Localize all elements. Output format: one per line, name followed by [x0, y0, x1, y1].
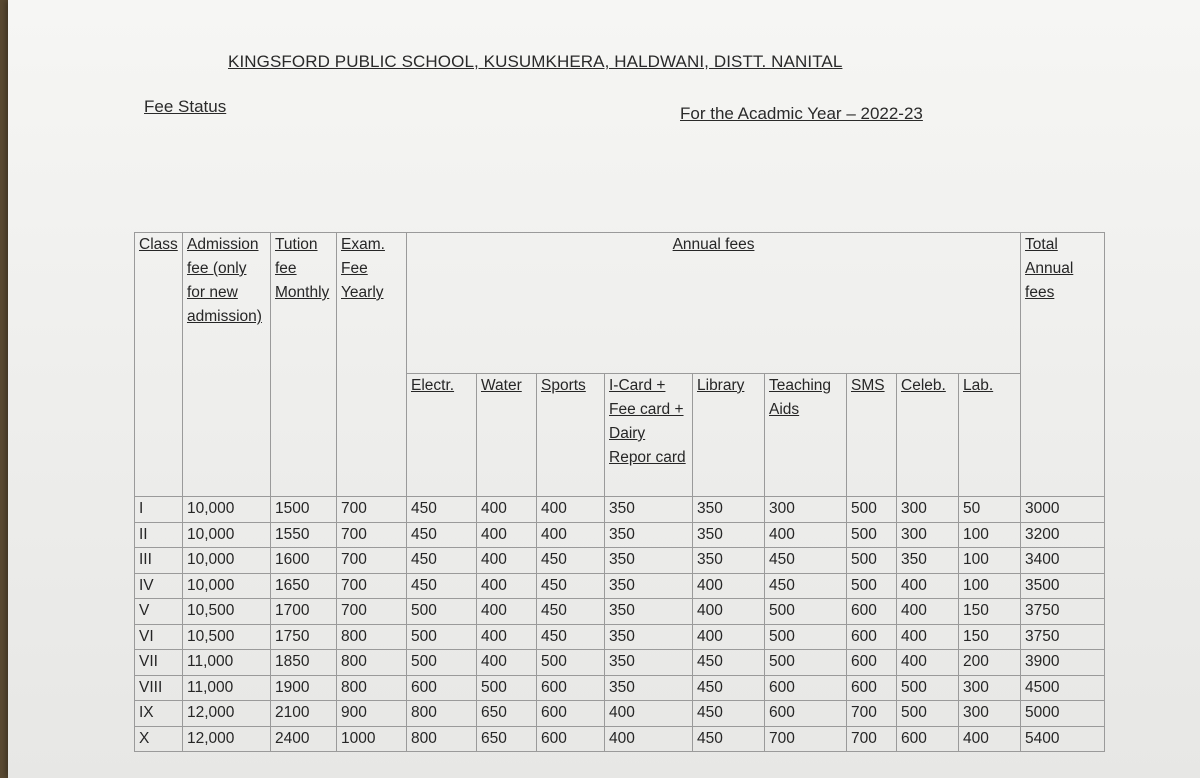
cell-sms: 500: [847, 548, 897, 574]
cell-lab: 300: [959, 675, 1021, 701]
cell-teaching-aids: 450: [765, 573, 847, 599]
cell-celebration: 350: [897, 548, 959, 574]
table-row: [135, 675, 1105, 701]
cell-class: IX: [135, 701, 183, 727]
table-row: [135, 497, 1105, 523]
cell-total: 3750: [1021, 599, 1105, 625]
cell-exam-fee: 700: [337, 548, 407, 574]
cell-sports: 450: [537, 624, 605, 650]
cell-class: VII: [135, 650, 183, 676]
cell-water: 650: [477, 726, 537, 752]
cell-total: 4500: [1021, 675, 1105, 701]
table-row: [135, 599, 1105, 625]
cell-water: 400: [477, 624, 537, 650]
cell-electricity: 450: [407, 522, 477, 548]
cell-tuition-fee: 1900: [271, 675, 337, 701]
header-tuition-fee: Tution fee Monthly: [271, 233, 337, 497]
cell-sms: 500: [847, 497, 897, 523]
header-celebration: Celeb.: [897, 374, 959, 497]
table-row: [135, 548, 1105, 574]
cell-tuition-fee: 1550: [271, 522, 337, 548]
cell-electricity: 800: [407, 701, 477, 727]
header-icard: I-Card + Fee card + Dairy Repor card: [605, 374, 693, 497]
cell-teaching-aids: 500: [765, 599, 847, 625]
cell-tuition-fee: 1650: [271, 573, 337, 599]
cell-exam-fee: 900: [337, 701, 407, 727]
cell-admission-fee: 10,000: [183, 573, 271, 599]
cell-icard: 400: [605, 701, 693, 727]
cell-library: 350: [693, 548, 765, 574]
academic-year-heading: For the Acadmic Year – 2022-23: [680, 104, 923, 123]
cell-lab: 400: [959, 726, 1021, 752]
cell-admission-fee: 11,000: [183, 650, 271, 676]
cell-water: 400: [477, 522, 537, 548]
cell-exam-fee: 800: [337, 675, 407, 701]
cell-class: VI: [135, 624, 183, 650]
fee-table-body: [135, 497, 1105, 752]
cell-icard: 350: [605, 548, 693, 574]
cell-exam-fee: 800: [337, 650, 407, 676]
header-annual-fees: Annual fees: [407, 233, 1021, 374]
cell-teaching-aids: 700: [765, 726, 847, 752]
cell-icard: 350: [605, 624, 693, 650]
cell-teaching-aids: 300: [765, 497, 847, 523]
header-teaching-aids: Teaching Aids: [765, 374, 847, 497]
cell-admission-fee: 10,000: [183, 548, 271, 574]
cell-electricity: 500: [407, 599, 477, 625]
cell-lab: 100: [959, 548, 1021, 574]
cell-electricity: 800: [407, 726, 477, 752]
cell-celebration: 400: [897, 650, 959, 676]
cell-icard: 350: [605, 522, 693, 548]
cell-sms: 700: [847, 726, 897, 752]
header-class: Class: [135, 233, 183, 497]
header-row-1: [135, 233, 1105, 374]
cell-teaching-aids: 500: [765, 624, 847, 650]
header-electricity: Electr.: [407, 374, 477, 497]
cell-water: 400: [477, 599, 537, 625]
cell-electricity: 450: [407, 548, 477, 574]
cell-total: 3500: [1021, 573, 1105, 599]
cell-sports: 400: [537, 522, 605, 548]
cell-exam-fee: 700: [337, 497, 407, 523]
cell-icard: 350: [605, 675, 693, 701]
cell-celebration: 300: [897, 497, 959, 523]
cell-admission-fee: 10,000: [183, 522, 271, 548]
cell-electricity: 450: [407, 497, 477, 523]
cell-lab: 100: [959, 522, 1021, 548]
cell-admission-fee: 12,000: [183, 701, 271, 727]
cell-teaching-aids: 500: [765, 650, 847, 676]
header-exam-fee: Exam. Fee Yearly: [337, 233, 407, 497]
cell-lab: 150: [959, 624, 1021, 650]
cell-sms: 500: [847, 522, 897, 548]
cell-sms: 700: [847, 701, 897, 727]
cell-sms: 600: [847, 624, 897, 650]
cell-exam-fee: 800: [337, 624, 407, 650]
header-lab: Lab.: [959, 374, 1021, 497]
cell-lab: 100: [959, 573, 1021, 599]
cell-sports: 600: [537, 726, 605, 752]
cell-library: 350: [693, 497, 765, 523]
table-row: [135, 726, 1105, 752]
cell-exam-fee: 1000: [337, 726, 407, 752]
cell-admission-fee: 11,000: [183, 675, 271, 701]
cell-sms: 600: [847, 675, 897, 701]
cell-water: 400: [477, 573, 537, 599]
cell-icard: 350: [605, 497, 693, 523]
cell-electricity: 500: [407, 624, 477, 650]
cell-sms: 600: [847, 650, 897, 676]
cell-lab: 200: [959, 650, 1021, 676]
cell-sports: 400: [537, 497, 605, 523]
school-title: KINGSFORD PUBLIC SCHOOL, KUSUMKHERA, HALDWANI, DISTT. NANITAL: [228, 52, 843, 71]
cell-library: 350: [693, 522, 765, 548]
cell-electricity: 500: [407, 650, 477, 676]
header-admission-fee: Admission fee (only for new admission): [183, 233, 271, 497]
cell-sms: 600: [847, 599, 897, 625]
cell-sports: 450: [537, 573, 605, 599]
cell-admission-fee: 12,000: [183, 726, 271, 752]
cell-class: III: [135, 548, 183, 574]
cell-class: II: [135, 522, 183, 548]
cell-teaching-aids: 450: [765, 548, 847, 574]
cell-tuition-fee: 1500: [271, 497, 337, 523]
header-sports: Sports: [537, 374, 605, 497]
cell-tuition-fee: 1850: [271, 650, 337, 676]
cell-exam-fee: 700: [337, 599, 407, 625]
cell-admission-fee: 10,500: [183, 624, 271, 650]
cell-sports: 600: [537, 675, 605, 701]
cell-exam-fee: 700: [337, 522, 407, 548]
cell-sports: 450: [537, 548, 605, 574]
fee-table: [134, 232, 1105, 752]
cell-sports: 500: [537, 650, 605, 676]
table-row: [135, 522, 1105, 548]
cell-admission-fee: 10,000: [183, 497, 271, 523]
cell-water: 400: [477, 548, 537, 574]
cell-lab: 300: [959, 701, 1021, 727]
cell-teaching-aids: 600: [765, 675, 847, 701]
cell-tuition-fee: 1700: [271, 599, 337, 625]
cell-celebration: 500: [897, 675, 959, 701]
cell-sports: 450: [537, 599, 605, 625]
table-row: [135, 624, 1105, 650]
cell-water: 650: [477, 701, 537, 727]
cell-tuition-fee: 1750: [271, 624, 337, 650]
cell-tuition-fee: 2100: [271, 701, 337, 727]
cell-sports: 600: [537, 701, 605, 727]
cell-total: 3200: [1021, 522, 1105, 548]
cell-class: X: [135, 726, 183, 752]
cell-library: 450: [693, 650, 765, 676]
cell-celebration: 500: [897, 701, 959, 727]
header-total-annual-fees: Total Annual fees: [1021, 233, 1105, 497]
cell-class: IV: [135, 573, 183, 599]
cell-library: 400: [693, 573, 765, 599]
cell-total: 3750: [1021, 624, 1105, 650]
fee-document: [8, 0, 1200, 778]
cell-total: 3900: [1021, 650, 1105, 676]
cell-library: 450: [693, 701, 765, 727]
cell-library: 400: [693, 624, 765, 650]
header-water: Water: [477, 374, 537, 497]
cell-water: 400: [477, 650, 537, 676]
fee-status-heading: Fee Status: [144, 97, 227, 116]
cell-class: V: [135, 599, 183, 625]
cell-electricity: 600: [407, 675, 477, 701]
cell-total: 3000: [1021, 497, 1105, 523]
cell-water: 500: [477, 675, 537, 701]
cell-total: 3400: [1021, 548, 1105, 574]
cell-class: VIII: [135, 675, 183, 701]
table-row: [135, 701, 1105, 727]
cell-total: 5400: [1021, 726, 1105, 752]
cell-library: 450: [693, 675, 765, 701]
cell-total: 5000: [1021, 701, 1105, 727]
cell-sms: 500: [847, 573, 897, 599]
cell-class: I: [135, 497, 183, 523]
header-sms: SMS: [847, 374, 897, 497]
cell-exam-fee: 700: [337, 573, 407, 599]
cell-icard: 400: [605, 726, 693, 752]
header-library: Library: [693, 374, 765, 497]
cell-admission-fee: 10,500: [183, 599, 271, 625]
cell-icard: 350: [605, 650, 693, 676]
cell-teaching-aids: 600: [765, 701, 847, 727]
cell-library: 450: [693, 726, 765, 752]
table-row: [135, 573, 1105, 599]
cell-electricity: 450: [407, 573, 477, 599]
cell-water: 400: [477, 497, 537, 523]
cell-lab: 50: [959, 497, 1021, 523]
cell-celebration: 400: [897, 624, 959, 650]
cell-teaching-aids: 400: [765, 522, 847, 548]
cell-celebration: 400: [897, 573, 959, 599]
cell-celebration: 600: [897, 726, 959, 752]
table-row: [135, 650, 1105, 676]
cell-icard: 350: [605, 573, 693, 599]
cell-lab: 150: [959, 599, 1021, 625]
cell-icard: 350: [605, 599, 693, 625]
cell-tuition-fee: 1600: [271, 548, 337, 574]
cell-celebration: 300: [897, 522, 959, 548]
cell-library: 400: [693, 599, 765, 625]
cell-tuition-fee: 2400: [271, 726, 337, 752]
cell-celebration: 400: [897, 599, 959, 625]
